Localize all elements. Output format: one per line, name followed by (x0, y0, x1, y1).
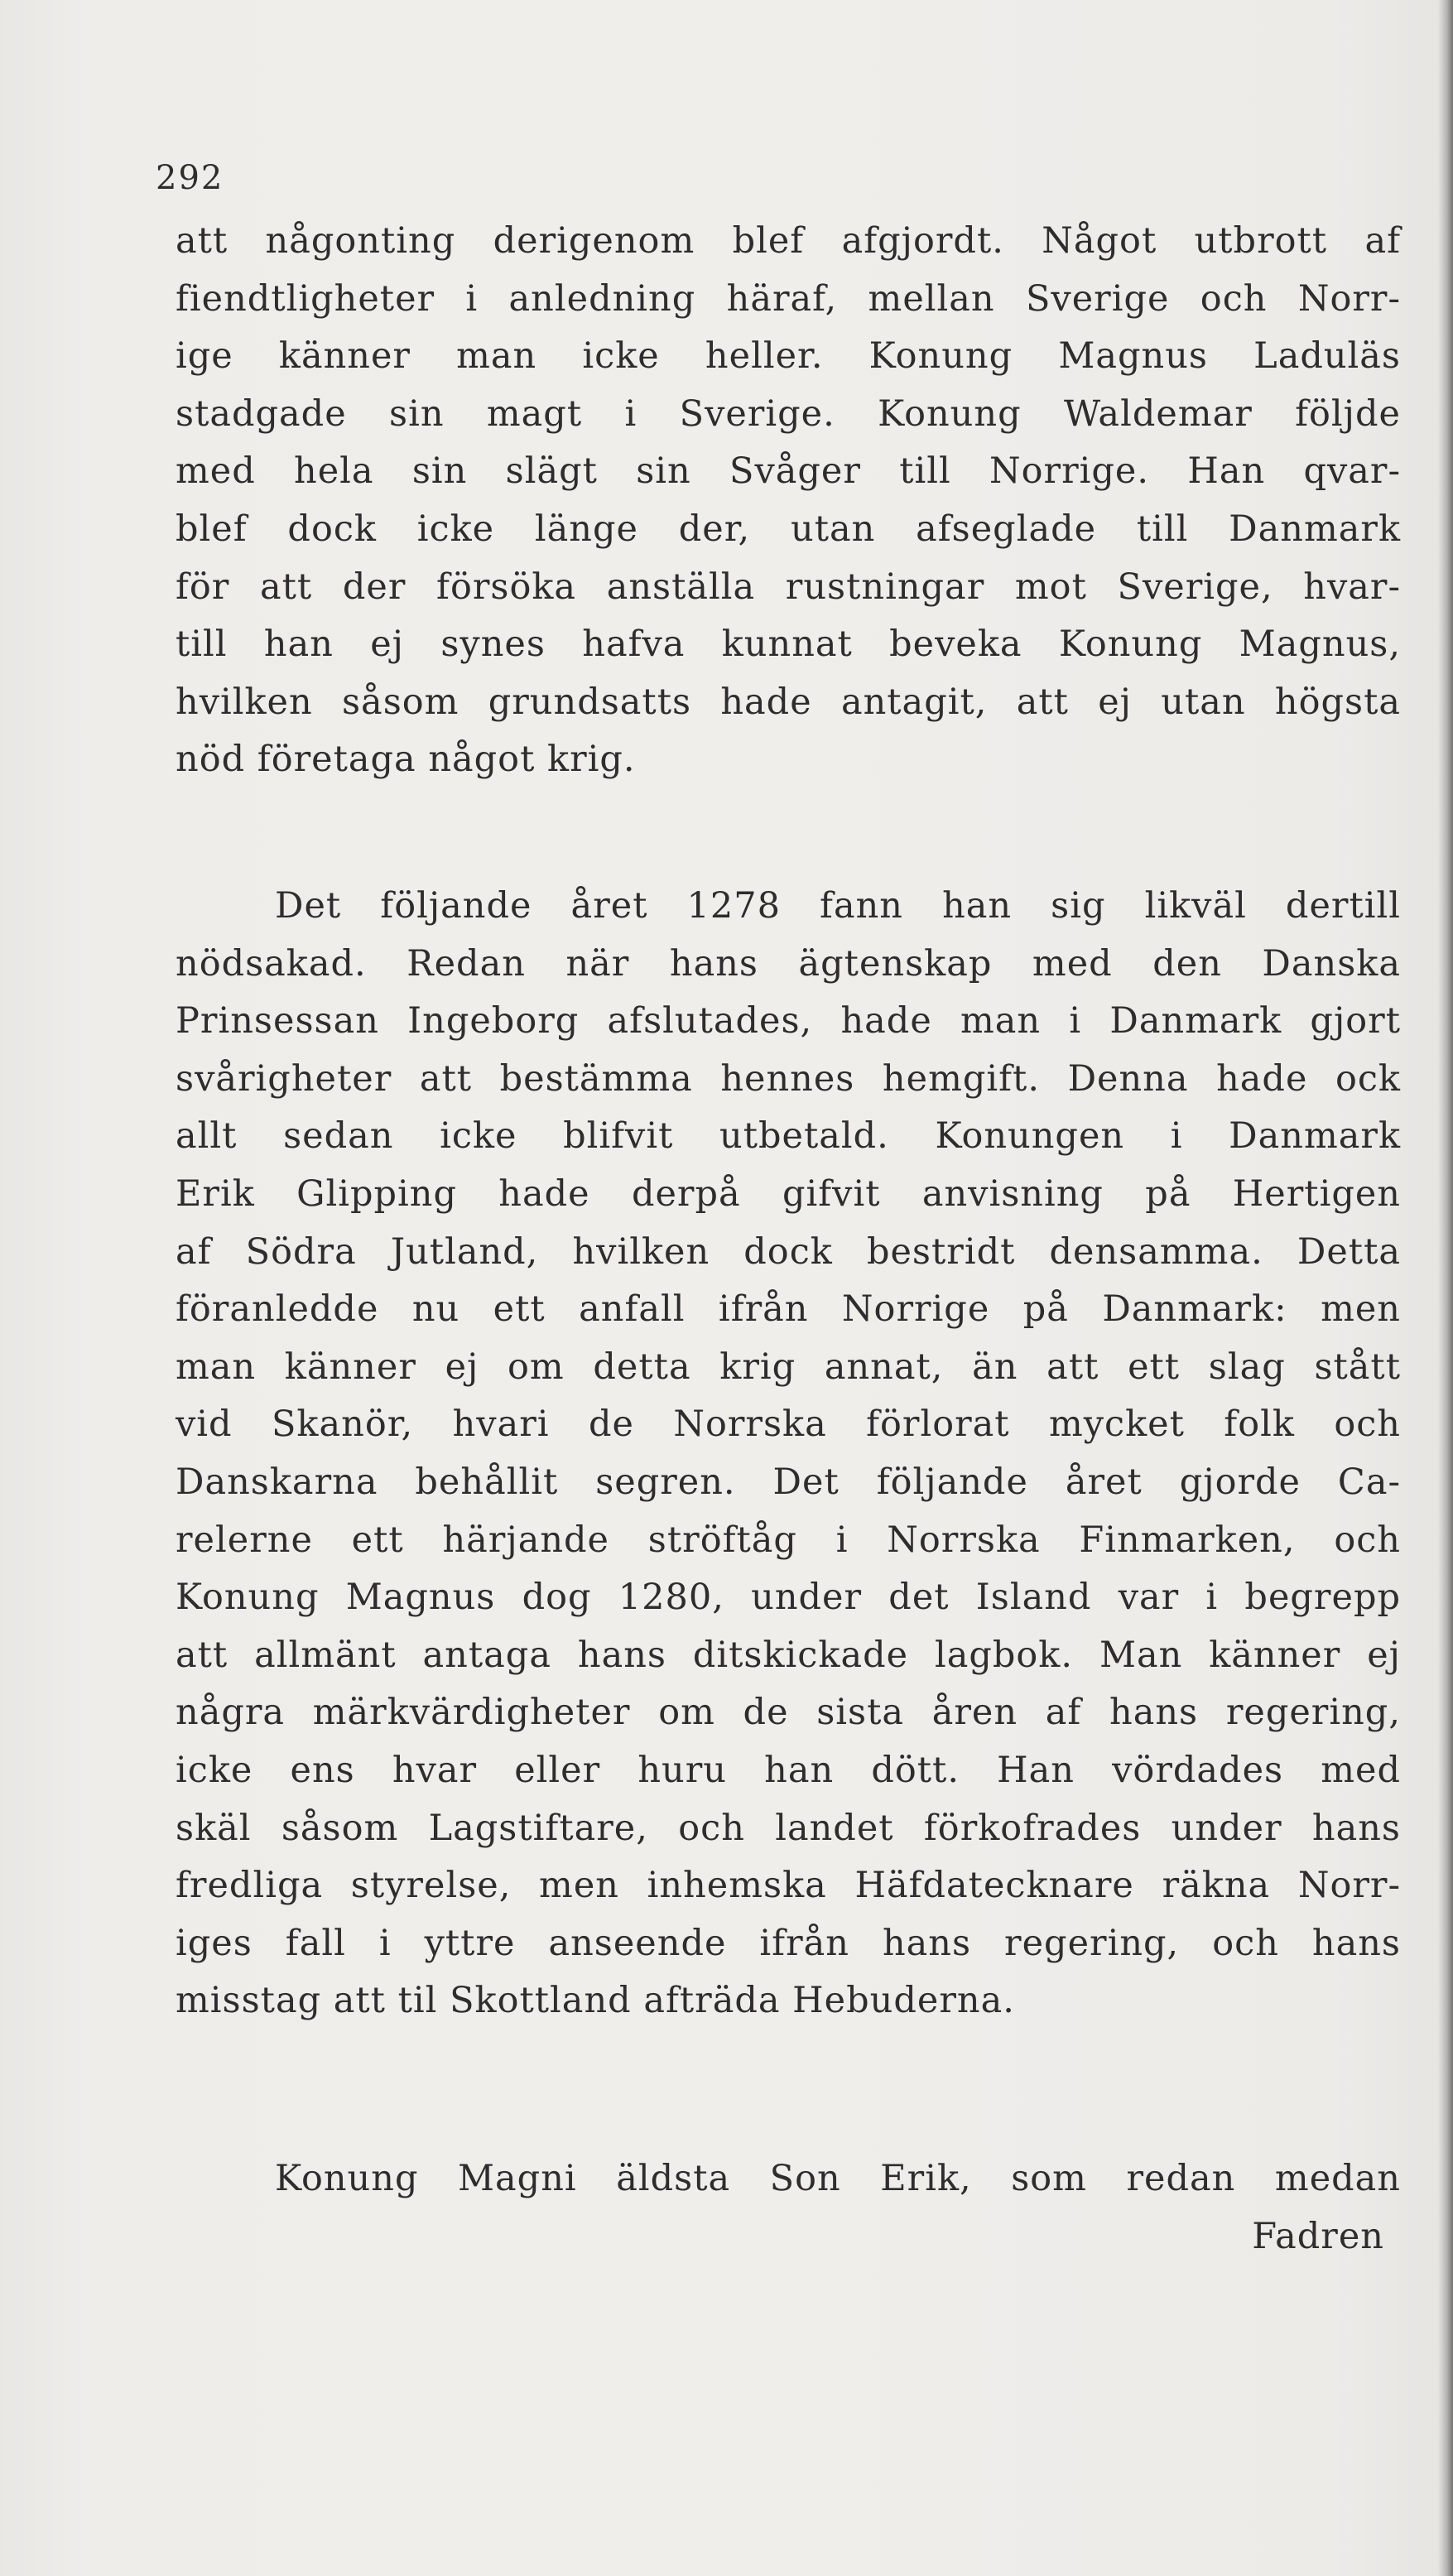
text-line: Konung Magnus dog 1280, under det Island var i begrepp (176, 1577, 1401, 1619)
paragraph-3 (176, 2150, 1401, 2265)
page-edge-shadow (1438, 0, 1453, 2576)
text-line: af Södra Jutland, hvilken dock bestridt densamma. Detta (176, 1230, 1401, 1273)
page-number: 292 (156, 159, 224, 197)
text-line: till han ej synes hafva kunnat beveka Konung Magnus, (176, 624, 1401, 666)
text-line: misstag att til Skottland afträda Hebuderna. (176, 1980, 1015, 2022)
text-line: man känner ej om detta krig annat, än att ett slag stått (176, 1346, 1401, 1388)
text-line: vid Skanör, hvari de Norrska förlorat mycket folk och (176, 1404, 1401, 1446)
paragraph-1 (176, 213, 1401, 789)
paragraph-2 (176, 878, 1401, 2030)
text-line: föranledde nu ett anfall ifrån Norrige på Danmark: men (176, 1288, 1401, 1331)
text-line: fiendtligheter i anledning häraf, mellan Sverige och Norr- (176, 277, 1401, 320)
text-line: stadgade sin magt i Sverige. Konung Waldemar följde (176, 392, 1401, 435)
text-line: för att der försöka anställa rustningar mot Sverige, hvar- (176, 566, 1401, 608)
text-line: med hela sin slägt sin Svåger till Norrige. Han qvar- (176, 450, 1401, 493)
text-line: iges fall i yttre anseende ifrån hans regering, och hans (176, 1922, 1401, 1964)
text-line: nödsakad. Redan när hans ägtenskap med den Danska (176, 942, 1401, 985)
text-line: Danskarna behållit segren. Det följande året gjorde Ca- (176, 1461, 1401, 1503)
text-line: allt sedan icke blifvit utbetald. Konungen i Danmark (176, 1115, 1401, 1158)
text-line: skäl såsom Lagstiftare, och landet förkofrades under hans (176, 1807, 1401, 1849)
text-line: hvilken såsom grundsatts hade antagit, att ej utan högsta (176, 681, 1401, 723)
text-line: svårigheter att bestämma hennes hemgift. Denna hade ock (176, 1057, 1401, 1100)
text-line: Erik Glipping hade derpå gifvit anvisning på Hertigen (176, 1172, 1401, 1215)
text-line: några märkvärdigheter om de sista åren af hans regering, (176, 1692, 1401, 1734)
text-line: att någonting derigenom blef afgjordt. Något utbrott af (176, 220, 1401, 262)
text-line: relerne ett härjande ströftåg i Norrska Finmarken, och (176, 1519, 1401, 1561)
text-line: att allmänt antaga hans ditskickade lagbok. Man känner ej (176, 1634, 1401, 1676)
catchword: Fadren (1252, 2215, 1384, 2257)
text-line: Prinsessan Ingeborg afslutades, hade man i Danmark gjort (176, 1000, 1401, 1042)
text-line: nöd företaga något krig. (176, 739, 636, 781)
text-line: Konung Magni äldsta Son Erik, som redan medan (275, 2158, 1401, 2199)
text-line: blef dock icke länge der, utan afseglade till Danmark (176, 508, 1401, 550)
text-line: Det följande året 1278 fann han sig likväl dertill (275, 885, 1401, 927)
text-line: ige känner man icke heller. Konung Magnus Laduläs (176, 335, 1401, 378)
text-line: icke ens hvar eller huru han dött. Han vördades med (176, 1749, 1401, 1791)
text-line: fredliga styrelse, men inhemska Häfdatecknare räkna Norr- (176, 1865, 1401, 1907)
